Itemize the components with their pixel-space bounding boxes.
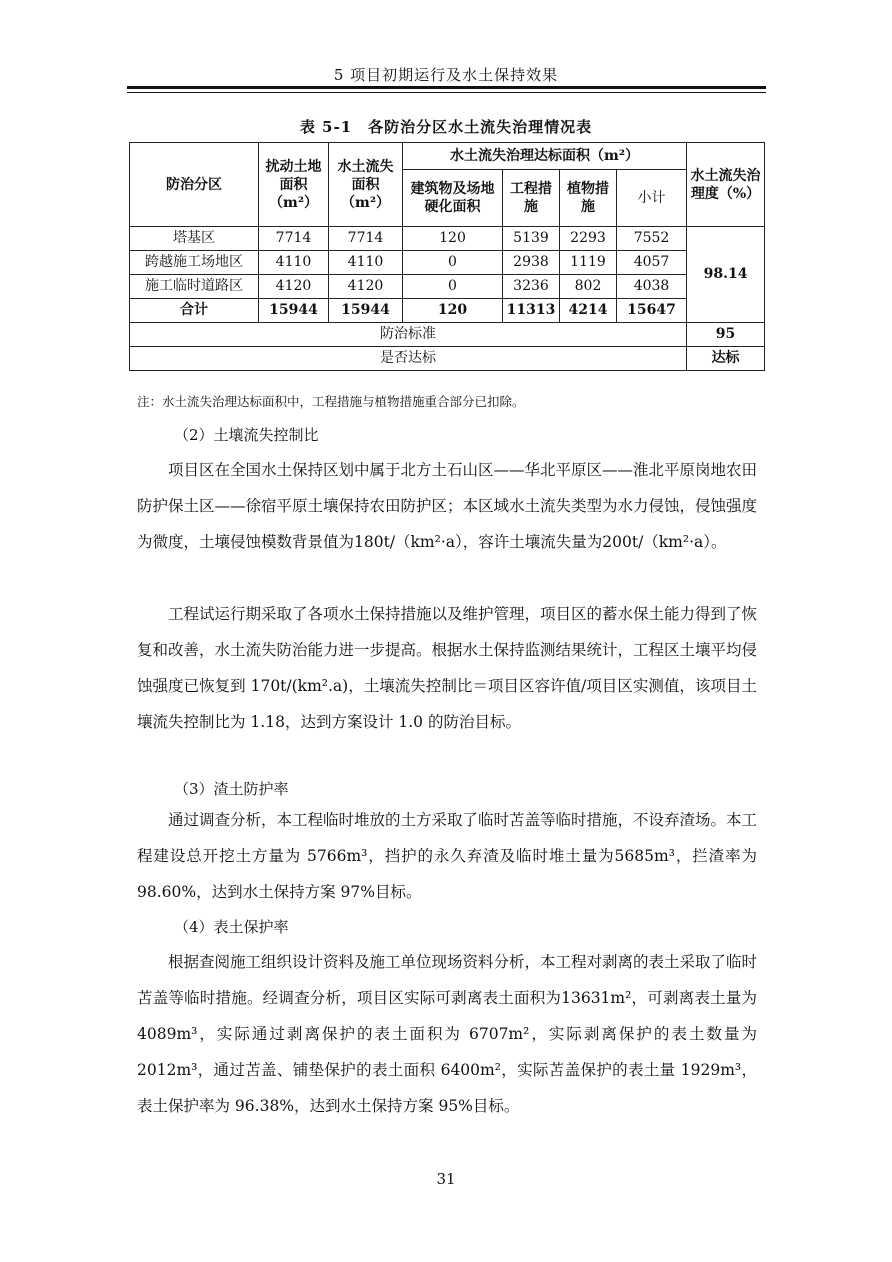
section-heading: （2）土壤流失控制比 (174, 426, 319, 444)
header-subtotal: 小计 (617, 170, 687, 227)
cell-treatment-degree: 98.14 (687, 227, 765, 323)
cell-loss: 7714 (329, 227, 403, 251)
cell-vegetation: 802 (560, 275, 617, 299)
cell-subtotal: 4057 (617, 251, 687, 275)
cell-total-vegetation: 4214 (560, 299, 617, 323)
page-number: 31 (436, 1170, 456, 1188)
cell-disturbed: 4110 (259, 251, 329, 275)
cell-disturbed: 7714 (259, 227, 329, 251)
cell-loss: 4120 (329, 275, 403, 299)
cell-building: 0 (403, 275, 503, 299)
cell-total-disturbed: 15944 (259, 299, 329, 323)
table-caption: 表 5-1 各防治分区水土流失治理情况表 (299, 118, 593, 136)
header-treatment-degree: 水土流失治理度（%） (687, 143, 765, 227)
cell-standard-value: 95 (687, 323, 765, 347)
cell-engineering: 5139 (503, 227, 560, 251)
header-loss-area: 水土流失面积（m²） (329, 143, 403, 227)
table-compliance-row (130, 347, 765, 371)
cell-total-engineering: 11313 (503, 299, 560, 323)
cell-zone: 施工临时道路区 (130, 275, 259, 299)
cell-building: 120 (403, 227, 503, 251)
cell-zone: 跨越施工场地区 (130, 251, 259, 275)
cell-total-building: 120 (403, 299, 503, 323)
header-engineering: 工程措施 (503, 170, 560, 227)
cell-building: 0 (403, 251, 503, 275)
header-disturbed-area: 扰动土地面积（m²） (259, 143, 329, 227)
cell-engineering: 2938 (503, 251, 560, 275)
paragraph: 根据查阅施工组织设计资料及施工单位现场资料分析，本工程对剥离的表土采取了临时苫盖等临时措施。经调查分析，项目区实际可剥离表土面积为13631m²，可剥离表土量为 4089m³，实际通过剥离保护的表土面积为 6707m²，实际剥离保护的表土数量为 2012m³，通过苫盖、铺垫保护的表土面积 6400m²，实际苫盖保护的表土量 1929m³，表土保护率为 96.38%，达到水土保持方案 95%目标。 (137, 953, 758, 1115)
chapter-header: 5 项目初期运行及水土保持效果 (333, 66, 559, 84)
table-row (130, 227, 765, 251)
cell-disturbed: 4120 (259, 275, 329, 299)
table-standard-row (130, 323, 765, 347)
header-vegetation: 植物措施 (560, 170, 617, 227)
cell-zone: 塔基区 (130, 227, 259, 251)
paragraph: 项目区在全国水土保持区划中属于北方土石山区——华北平原区——淮北平原岗地农田防护保土区——徐宿平原土壤保持农田防护区；本区域水土流失类型为水力侵蚀，侵蚀强度为微度，土壤侵蚀模数背景值为180t/（km²·a），容许土壤流失量为200t/（km²·a）。 (137, 461, 758, 551)
header-rule-thin (127, 92, 766, 93)
cell-vegetation: 1119 (560, 251, 617, 275)
cell-vegetation: 2293 (560, 227, 617, 251)
cell-loss: 4110 (329, 251, 403, 275)
cell-total-subtotal: 15647 (617, 299, 687, 323)
header-treated-group: 水土流失治理达标面积（m²） (403, 143, 687, 170)
cell-subtotal: 7552 (617, 227, 687, 251)
cell-total-loss: 15944 (329, 299, 403, 323)
paragraph: 通过调查分析，本工程临时堆放的土方采取了临时苫盖等临时措施，不设弃渣场。本工程建设总开挖土方量为 5766m³，挡护的永久弃渣及临时堆土量为5685m³，拦渣率为 98.60%，达到水土保持方案 97%目标。 (137, 811, 758, 901)
cell-standard-label: 防治标准 (130, 323, 687, 347)
table-total-row (130, 299, 765, 323)
cell-total-label: 合计 (130, 299, 259, 323)
section-heading: （4）表土保护率 (174, 918, 289, 936)
paragraph: 工程试运行期采取了各项水土保持措施以及维护管理，项目区的蓄水保土能力得到了恢复和改善，水土流失防治能力进一步提高。根据水土保持监测结果统计，工程区土壤平均侵蚀强度已恢复到 170t/(km².a)，土壤流失控制比＝项目区容许值/项目区实测值，该项目土壤流失控制比为 1.18，达到方案设计 1.0 的防治目标。 (137, 605, 758, 731)
header-zone: 防治分区 (130, 143, 259, 227)
treatment-table (129, 142, 765, 371)
table-row (130, 275, 765, 299)
cell-compliance-value: 达标 (687, 347, 765, 371)
table-note: 注：水土流失治理达标面积中，工程措施与植物措施重合部分已扣除。 (137, 394, 525, 409)
table-row (130, 251, 765, 275)
header-rule (127, 86, 766, 89)
cell-subtotal: 4038 (617, 275, 687, 299)
cell-engineering: 3236 (503, 275, 560, 299)
section-heading: （3）渣土防护率 (174, 780, 289, 798)
cell-compliance-label: 是否达标 (130, 347, 687, 371)
header-building: 建筑物及场地硬化面积 (403, 170, 503, 227)
